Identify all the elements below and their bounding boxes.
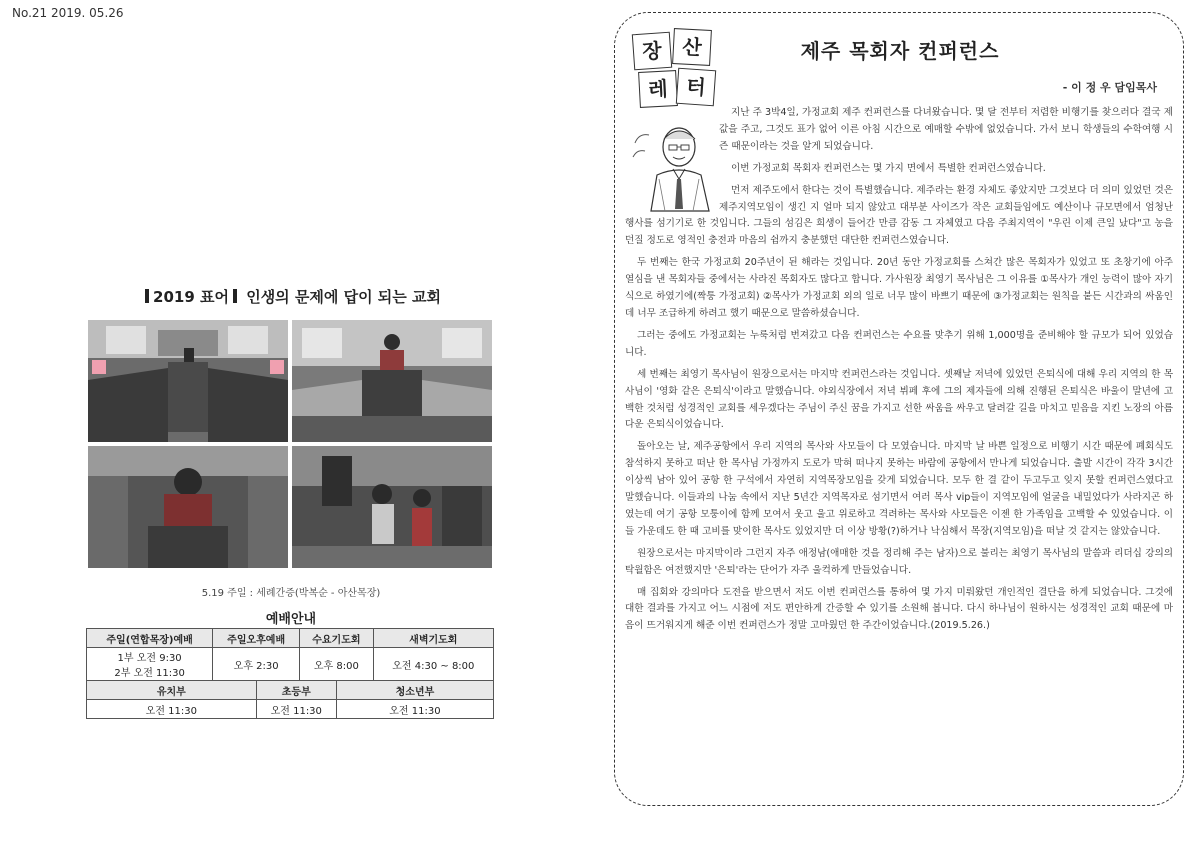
article-paragraph: 세 번째는 최영기 목사님이 원장으로서는 마지막 컨퍼런스라는 것입니다. 셋째날 저녁에 있었던 은퇴식에 대해 우리 지역의 한 목사님이 '영화 같은 은퇴식'이라고 말했습니다. 야외식장에서 저녁 뷔페 후에 그의 제자들에 의해 진행된 은퇴식은 바울이 말년에 고백한 것처럼 성경적인 교회를 세우겠다는 주님이 주신 꿈을 가지고 선한 싸움을 싸우고 달려갈 길을 마치고 믿음을 지킨 노장의 아름다운 은퇴식이었습니다. <box>625 368 1173 431</box>
pastor-sketch-icon <box>629 113 719 213</box>
article-paragraph: 그러는 중에도 가정교회는 누룩처럼 번져갔고 다음 컨퍼런스는 수요를 맞추기 위해 1,000명을 준비해야 할 규모가 되어 있었습니다. <box>625 329 1173 358</box>
article-title: 제주 목회자 컨퍼런스 <box>800 39 1000 63</box>
worship-time-sunday-pm: 오후 2:30 <box>213 648 300 681</box>
issue-number: No.21 2019. 05.26 <box>12 6 124 20</box>
dept-time-kindergarten: 오전 11:30 <box>87 700 257 719</box>
worship-guide-title: 예배안내 <box>265 612 317 627</box>
dept-header-kindergarten: 유치부 <box>87 681 257 700</box>
photo-caption: 5.19 주일 : 세례간증(박복순 - 아산목장) <box>201 588 381 599</box>
article-paragraph: 돌아오는 날, 제주공항에서 우리 지역의 목사와 사모들이 다 모였습니다. 마지막 날 바쁜 일정으로 비행기 시간 때문에 폐회식도 참석하지 못하고 떠난 한 목사님 가정까지 도로가 막혀 떠나지 못하는 바람에 공항에서 만나게 되었습니다. 출발 시간이 각각 3시간 이상씩 남아 있어 공항 한 구석에서 자연히 지역목장모임을 갖게 되었습니다. 모두 한 결 같이 두고두고 잊지 못할 컨퍼런스였다고 말했습니다. 이들과의 나눔 속에서 지난 5년간 지역목자로 섬기면서 여러 목사 vip들이 지역모임에 얼굴을 내밀었다가 사라지곤 하였는데 여기 공항 모퉁이에 함께 모여서 웃고 울고 위로하고 격려하는 목사와 사모들은 이젠 한 가족임을 고백할 수 있었습니다. 이들 가운데도 한 때 고비를 맞이한 목사도 있었지만 더 이상 방황(?)하거나 낙심해서 목장(지역모임)을 떠날 것 같지는 않았습니다. <box>625 441 1173 537</box>
worship-header-sunday-pm: 주일오후예배 <box>213 629 300 648</box>
article-paragraph: 원장으로서는 마지막이라 그런지 자주 애정남(애매한 것을 정리해 주는 남자)으로 불리는 최영기 목사님의 말씀과 리더십 강의의 탁월함은 여전했지만 '은퇴'라는 단어가 자주 울컥하게 만들었습니다. <box>625 547 1173 576</box>
jangsan-letter-logo <box>631 29 717 111</box>
motto-bar-icon <box>145 289 149 303</box>
worship-schedule-table <box>86 628 494 719</box>
worship-time-wednesday: 오후 8:00 <box>300 648 374 681</box>
article-author: - 이 정 우 담임목사 <box>1062 81 1157 94</box>
motto-text: 인생의 문제에 답이 되는 교회 <box>246 288 441 306</box>
article-paragraph: 이번 가정교회 목회자 컨퍼런스는 몇 가지 면에서 특별한 컨퍼런스였습니다. <box>731 162 1046 174</box>
photo-grid <box>88 320 492 568</box>
dept-time-elementary: 오전 11:30 <box>256 700 336 719</box>
worship-time-sunday <box>87 648 213 681</box>
worship-header-dawn: 새벽기도회 <box>373 629 493 648</box>
photo-woman-praying <box>292 320 492 442</box>
logo-char: 레 <box>638 70 678 108</box>
motto-year: 2019 표어 <box>153 288 229 306</box>
worship-time-dawn: 오전 4:30 ~ 8:00 <box>373 648 493 681</box>
worship-header-wednesday: 수요기도회 <box>300 629 374 648</box>
worship-header-sunday: 주일(연합목장)예배 <box>87 629 213 648</box>
photo-worship-team <box>292 446 492 568</box>
logo-char: 장 <box>632 32 672 71</box>
motto-bar-icon <box>233 289 237 303</box>
table-row <box>87 700 494 719</box>
worship-time-sunday-2: 2부 오전 11:30 <box>114 668 185 679</box>
article-paragraph: 두 번째는 한국 가정교회 20주년이 된 해라는 것입니다. 20년 동안 가정교회를 스쳐간 많은 목회자가 있었고 또 초창기에 아주 열심을 낸 목회자들 중에서는 사라진 목회자도 많다고 합니다. 가사원장 최영기 목사님은 그 이유를 ①목사가 개인 능력이 많아 자기 식으로 하였기에(짝퉁 가정교회) ②목사가 가정교회 외의 일로 너무 많이 바쁘기 때문에 ③가정교회는 원칙을 붙든 시간과의 싸움인데 너무 조급하게 하려고 했기 때문으로 말씀하셨습니다. <box>625 257 1173 319</box>
worship-time-sunday-1: 1부 오전 9:30 <box>117 653 182 664</box>
table-row <box>87 681 494 700</box>
dept-header-elementary: 초등부 <box>256 681 336 700</box>
table-row <box>87 629 494 648</box>
photo-pastor-pulpit <box>88 320 288 442</box>
dept-header-youth: 청소년부 <box>336 681 493 700</box>
article-paragraph: 지난 주 3박4일, 가정교회 제주 컨퍼런스를 다녀왔습니다. 몇 달 전부터 저렴한 비행기를 찾으러다 결국 제값을 주고, 그것도 표가 없어 이른 아침 시간으로 예매할 수밖에 없었습니다. 가서 보니 학생들의 수학여행 시즌 때문이라는 것을 알게 되었습니다. <box>719 107 1173 152</box>
article-paragraph: 매 집회와 강의마다 도전을 받으면서 저도 이번 컨퍼런스를 통하여 몇 가지 미뤄왔던 개인적인 결단을 하게 되었습니다. 그것에 대한 결과를 가지고 어느 시점에 저도 편안하게 간증할 수 있기를 소원해 봅니다. 다시 하나님이 원하시는 성경적인 교회 때문에 마음이 뜨거워지게 해준 이번 컨퍼런스가 정말 고마웠던 한 주간이었습니다.(2019.5.26.) <box>625 586 1173 632</box>
logo-char: 터 <box>676 68 716 107</box>
dept-time-youth: 오전 11:30 <box>336 700 493 719</box>
pastor-column-article <box>614 12 1184 806</box>
photo-woman-pulpit <box>88 446 288 568</box>
article-paragraph: 먼저 제주도에서 한다는 것이 특별했습니다. 제주라는 환경 자체도 좋았지만 그것보다 더 의미 있었던 것은 제주지역모임이 생긴 지 얼마 되지 않았고 대부분 사이즈가 작은 교회들임에도 예산이나 규모면에서 엄청난 행사를 섬기기로 한 것입니다. 그들의 섬김은 희생이 들어간 만큼 감동 그 자체였고 다음 주최지역이 "우린 이제 큰일 났다"고 농을 던질 정도로 영적인 충전과 마음의 쉼까지 충분했던 대단한 컨퍼런스였습니다. <box>625 184 1173 247</box>
table-row <box>87 648 494 681</box>
logo-char: 산 <box>672 28 712 66</box>
church-motto <box>86 286 496 307</box>
